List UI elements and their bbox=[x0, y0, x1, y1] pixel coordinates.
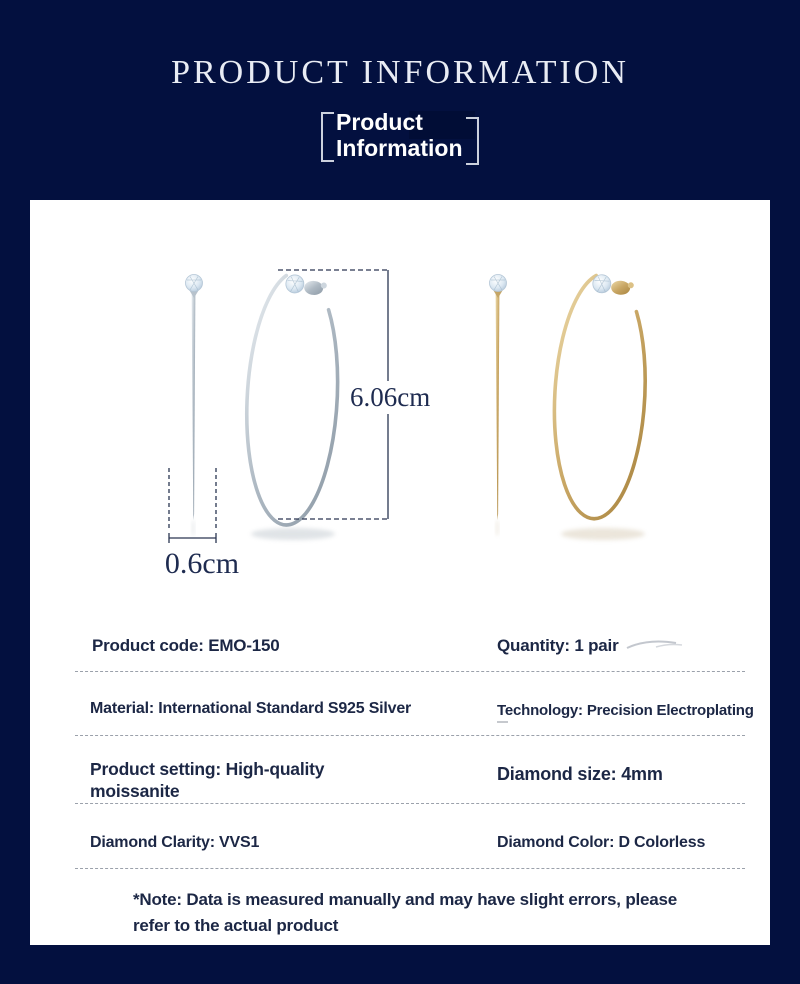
row-divider bbox=[75, 671, 745, 672]
bracket-right-decoration bbox=[466, 117, 479, 165]
earring-clutch bbox=[304, 280, 324, 295]
gold-hoop-earring bbox=[548, 273, 651, 521]
silver-pin-earring bbox=[186, 275, 203, 521]
spec-material: Material: International Standard S925 Silver bbox=[90, 700, 412, 717]
smudge-decoration bbox=[626, 638, 686, 652]
badge-line1: Product bbox=[336, 109, 423, 135]
bracket-left-decoration bbox=[321, 112, 334, 162]
measurement-note: *Note: Data is measured manually and may have slight errors, please refer to the actual product bbox=[133, 890, 678, 935]
spec-diamond-size: Diamond size: 4mm bbox=[497, 764, 663, 784]
gold-pin-earring bbox=[490, 275, 507, 521]
silver-hoop-earring bbox=[241, 273, 344, 528]
badge-text bbox=[336, 109, 463, 161]
title-badge bbox=[321, 106, 479, 164]
reflection-shadows bbox=[192, 521, 645, 540]
spec-diamond-clarity: Diamond Clarity: VVS1 bbox=[90, 834, 260, 851]
pin-width-label: 0.6cm bbox=[164, 547, 240, 580]
row-divider bbox=[75, 868, 745, 869]
hoop-height-label: 6.06cm bbox=[346, 381, 434, 414]
spec-diamond-color: Diamond Color: D Colorless bbox=[497, 834, 706, 851]
spec-product-code: Product code: EMO-150 bbox=[92, 636, 280, 655]
row-divider bbox=[75, 803, 745, 804]
spec-product-setting: Product setting: High-quality moissanite bbox=[90, 759, 325, 801]
smudge-decoration bbox=[497, 721, 508, 723]
spec-quantity: Quantity: 1 pair bbox=[497, 636, 619, 655]
content-panel bbox=[30, 200, 770, 945]
badge-line2: Information bbox=[336, 135, 463, 161]
row-divider bbox=[75, 735, 745, 736]
earring-clutch bbox=[611, 280, 631, 295]
page-title: PRODUCT INFORMATION bbox=[171, 54, 629, 91]
spec-technology: Technology: Precision Electroplating bbox=[497, 702, 754, 719]
